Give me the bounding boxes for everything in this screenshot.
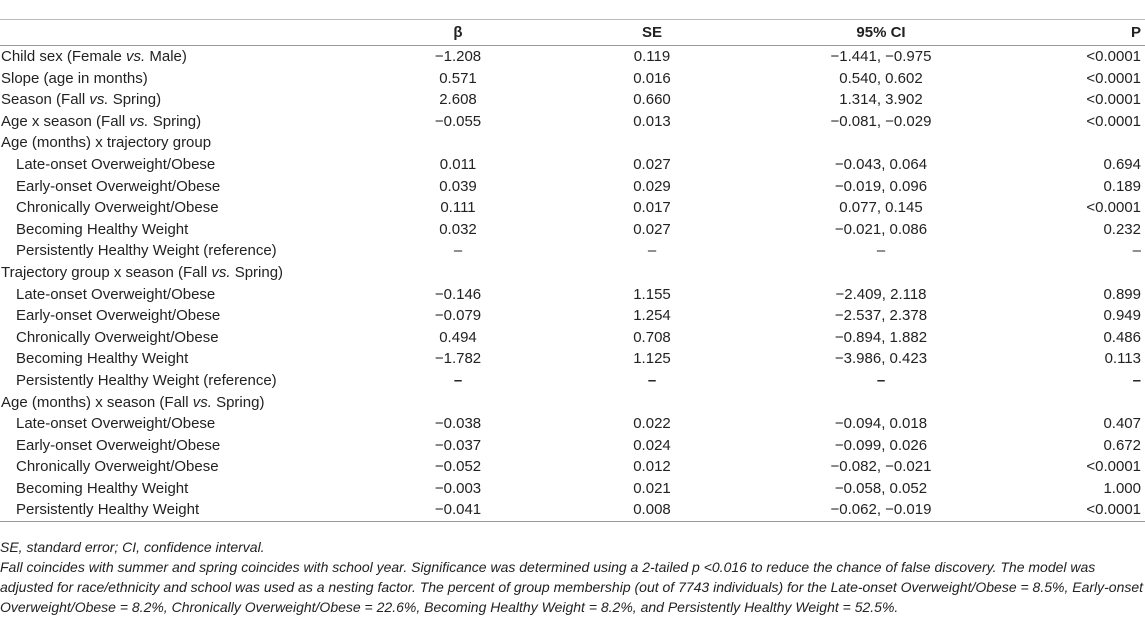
cell-p: 0.486	[1103, 328, 1141, 346]
cell-se: 0.016	[633, 69, 671, 87]
row-label	[0, 262, 364, 284]
table-row	[0, 132, 1145, 154]
cell-se: 0.013	[633, 112, 671, 130]
cell-ci: −0.099, 0.026	[834, 436, 928, 454]
cell-se: 0.024	[633, 436, 671, 454]
cell-beta: −0.037	[434, 436, 482, 454]
row-label-pre: Age x season (Fall	[1, 112, 130, 130]
cell-beta: 2.608	[439, 91, 477, 109]
cell-ci: −0.058, 0.052	[834, 479, 928, 497]
cell-beta: −0.052	[434, 458, 482, 476]
cell-se: 0.029	[633, 177, 671, 195]
cell-p: 0.694	[1103, 155, 1141, 173]
cell-se: –	[647, 242, 657, 260]
cell-beta: –	[453, 371, 463, 389]
header-term	[0, 22, 364, 46]
cell-p: <0.0001	[1010, 499, 1145, 521]
cell-beta: −0.079	[434, 307, 482, 325]
row-label-italic: vs.	[211, 263, 231, 281]
table-row	[0, 46, 1145, 68]
table-row	[0, 435, 1145, 457]
cell-p	[1010, 392, 1145, 414]
cell-ci: −0.894, 1.882	[834, 328, 928, 346]
cell-ci: –	[876, 371, 886, 389]
cell-se: 0.119	[633, 48, 671, 65]
results-table	[0, 22, 1145, 522]
row-label: Becoming Healthy Weight	[16, 220, 189, 238]
cell-ci: −1.441, −0.975	[830, 48, 932, 65]
row-label: Late-onset Overweight/Obese	[16, 155, 216, 173]
row-label: Late-onset Overweight/Obese	[16, 415, 216, 433]
table-row	[0, 176, 1145, 198]
row-label-post: Spring)	[108, 91, 162, 109]
row-label: Age (months) x trajectory group	[1, 134, 212, 152]
cell-ci: −2.537, 2.378	[834, 307, 928, 325]
cell-p: –	[1132, 242, 1141, 260]
cell-se: 0.021	[633, 479, 671, 497]
row-label: Persistently Healthy Weight	[0, 499, 364, 521]
cell-ci: −3.986, 0.423	[834, 350, 928, 368]
cell-beta: 0.039	[439, 177, 477, 195]
cell-p: <0.0001	[1086, 48, 1141, 65]
cell-se: –	[647, 371, 657, 389]
header-beta: β	[364, 22, 552, 46]
row-label: Late-onset Overweight/Obese	[16, 285, 216, 303]
cell-se	[552, 262, 752, 284]
method-note: Fall coincides with summer and spring coincides with school year. Significance was determined using a 2-tailed p <0.016 to reduce the chance of false discovery. The model was adjusted for race/ethnicity and school was used as a nesting factor. The percent of group membership (out of 7743 individuals) for the Late-onset Overweight/Obese = 8.5%, Early-onset Overweight/Obese = 8.2%, Chronically Overweight/Obese = 22.6%, Becoming Healthy Weight = 8.2%, and Persistently Healthy Weight = 52.5%.	[0, 559, 1144, 615]
cell-se: 1.155	[633, 285, 671, 303]
cell-beta: –	[453, 242, 463, 260]
table-row	[0, 197, 1145, 219]
row-label-italic: vs.	[126, 48, 146, 65]
row-label	[0, 111, 364, 133]
cell-beta: 0.032	[439, 220, 477, 238]
row-label-pre: Trajectory group x season (Fall	[1, 263, 212, 281]
cell-se: 0.012	[633, 458, 671, 476]
cell-p: <0.0001	[1086, 199, 1141, 217]
table-row	[0, 89, 1145, 111]
cell-p: 0.113	[1104, 350, 1141, 368]
header-ci: 95% CI	[752, 22, 1010, 46]
table-row	[0, 370, 1145, 392]
row-label	[0, 392, 364, 414]
row-label: Chronically Overweight/Obese	[16, 458, 219, 476]
row-label-pre: Season (Fall	[1, 91, 90, 109]
row-label: Early-onset Overweight/Obese	[16, 177, 221, 195]
cell-beta	[364, 262, 552, 284]
header-se: SE	[552, 22, 752, 46]
cell-beta: 0.111	[440, 199, 476, 217]
table-row	[0, 305, 1145, 327]
row-label: Chronically Overweight/Obese	[16, 199, 219, 217]
cell-p: <0.0001	[1086, 91, 1141, 109]
table-row	[0, 111, 1145, 133]
cell-se: 0.017	[633, 199, 671, 217]
row-label: Persistently Healthy Weight (reference)	[16, 371, 277, 389]
row-label-italic: vs.	[89, 91, 109, 109]
cell-p: 0.949	[1103, 307, 1141, 325]
cell-ci: −2.409, 2.118	[835, 285, 927, 303]
row-label: Chronically Overweight/Obese	[16, 328, 219, 346]
cell-ci: −0.021, 0.086	[834, 220, 928, 238]
cell-p: 1.000	[1103, 479, 1141, 497]
cell-se: 1.254	[633, 307, 671, 325]
cell-beta	[364, 132, 552, 154]
cell-beta: −0.146	[434, 285, 482, 303]
cell-se: 0.660	[633, 91, 671, 109]
table-notes	[0, 537, 1145, 617]
cell-ci: 1.314, 3.902	[839, 91, 923, 109]
cell-beta: 0.011	[439, 155, 477, 173]
cell-se: 0.027	[633, 220, 671, 238]
cell-ci: −0.019, 0.096	[834, 177, 928, 195]
cell-beta: −1.782	[434, 350, 482, 368]
cell-se: 0.708	[633, 328, 671, 346]
cell-se: 0.027	[633, 155, 671, 173]
row-label-pre: Child sex (Female	[1, 48, 127, 65]
cell-p: 0.899	[1103, 285, 1141, 303]
cell-beta: 0.571	[439, 69, 477, 87]
cell-se: 0.008	[552, 499, 752, 521]
cell-ci: −0.043, 0.064	[834, 155, 928, 173]
row-label-post: Spring)	[211, 393, 265, 411]
cell-beta: −0.003	[434, 479, 482, 497]
row-label-post: Spring)	[148, 112, 202, 130]
row-label: Slope (age in months)	[1, 69, 148, 87]
cell-se: 1.125	[633, 350, 671, 368]
row-label-italic: vs.	[129, 112, 149, 130]
table-row	[0, 262, 1145, 284]
table-row	[0, 327, 1145, 349]
table-row	[0, 219, 1145, 241]
cell-p: <0.0001	[1086, 458, 1141, 476]
cell-ci	[752, 132, 1010, 154]
abbreviation-note: SE, standard error; CI, confidence interval.	[0, 539, 265, 555]
cell-ci: −0.082, −0.021	[830, 458, 932, 476]
row-label: Becoming Healthy Weight	[16, 350, 189, 368]
row-label-post: Spring)	[230, 263, 284, 281]
cell-p: <0.0001	[1086, 112, 1141, 130]
table-row	[0, 154, 1145, 176]
cell-beta	[364, 392, 552, 414]
header-p: P	[1010, 22, 1145, 46]
row-label-italic: vs.	[192, 393, 212, 411]
row-label: Persistently Healthy Weight (reference)	[16, 242, 277, 260]
table-body	[0, 46, 1145, 522]
cell-ci: 0.077, 0.145	[839, 199, 923, 217]
cell-beta: 0.494	[439, 328, 477, 346]
cell-p: 0.189	[1103, 177, 1141, 195]
cell-se: 0.022	[633, 415, 671, 433]
cell-ci: −0.081, −0.029	[830, 112, 932, 130]
cell-beta: −0.055	[434, 112, 482, 130]
table-row	[0, 68, 1145, 90]
table-header	[0, 22, 1145, 46]
table-row	[0, 456, 1145, 478]
cell-p: –	[1132, 371, 1141, 389]
row-label-post: Male)	[145, 48, 187, 65]
table-row	[0, 348, 1145, 370]
table-row	[0, 284, 1145, 306]
row-label	[0, 46, 364, 68]
row-label-pre: Age (months) x season (Fall	[1, 393, 193, 411]
cell-beta: −0.041	[364, 499, 552, 521]
table-row	[0, 392, 1145, 414]
table-row	[0, 499, 1145, 521]
row-label	[0, 89, 364, 111]
cell-ci: −0.062, −0.019	[752, 499, 1010, 521]
row-label: Early-onset Overweight/Obese	[16, 436, 221, 454]
cell-se	[552, 392, 752, 414]
cell-ci: 0.540, 0.602	[839, 69, 923, 87]
cell-p: 0.232	[1103, 220, 1141, 238]
row-label: Becoming Healthy Weight	[16, 479, 189, 497]
cell-p	[1010, 262, 1145, 284]
cell-ci: −0.094, 0.018	[834, 415, 928, 433]
top-rule	[0, 19, 1145, 20]
table-row	[0, 240, 1145, 262]
cell-p: 0.672	[1103, 436, 1141, 454]
cell-beta: −0.038	[434, 415, 482, 433]
table-row	[0, 413, 1145, 435]
row-label: Early-onset Overweight/Obese	[16, 307, 221, 325]
cell-beta: −1.208	[434, 48, 482, 65]
cell-p: 0.407	[1103, 415, 1141, 433]
cell-p: <0.0001	[1086, 69, 1141, 87]
cell-se	[552, 132, 752, 154]
table-row	[0, 478, 1145, 500]
cell-ci	[752, 262, 1010, 284]
cell-ci: –	[876, 242, 886, 260]
cell-p	[1010, 132, 1145, 154]
cell-ci	[752, 392, 1010, 414]
